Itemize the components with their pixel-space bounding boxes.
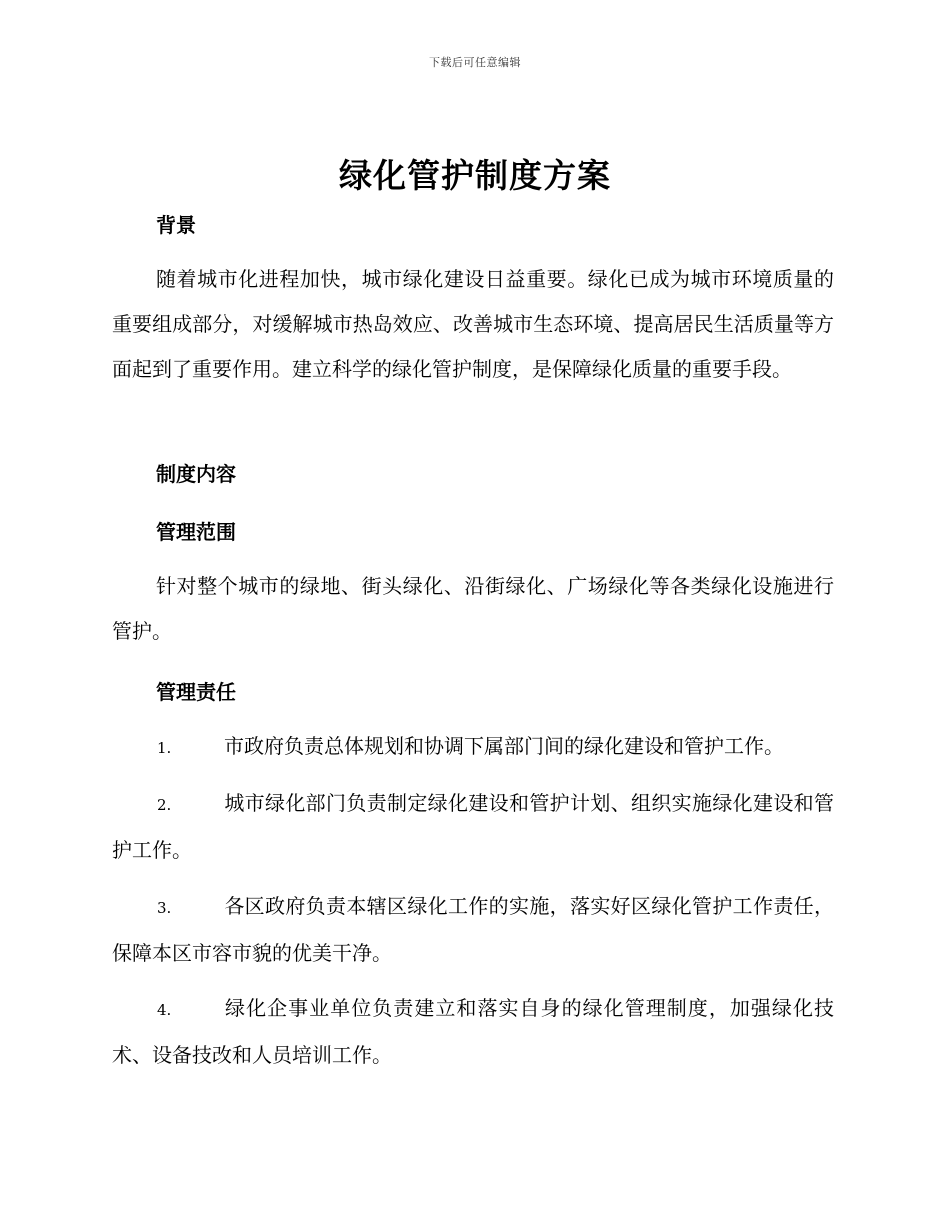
list-number: 1. [157, 739, 172, 757]
list-item [112, 986, 834, 1078]
list-item [112, 724, 834, 771]
list-number: 3. [157, 899, 172, 917]
list-text: 市政府负责总体规划和协调下属部门间的绿化建设和管护工作。 [224, 734, 784, 758]
list-item [112, 884, 834, 976]
document-title: 绿化管护制度方案 [339, 156, 611, 195]
heading-content: 制度内容 [156, 462, 236, 486]
heading-scope: 管理范围 [156, 520, 236, 544]
paragraph-scope: 针对整个城市的绿地、街头绿化、沿街绿化、广场绿化等各类绿化设施进行管护。 [112, 574, 834, 643]
list-number: 4. [157, 1001, 172, 1019]
list-text: 绿化企事业单位负责建立和落实自身的绿化管理制度，加强绿化技术、设备技改和人员培训工作。 [112, 996, 834, 1067]
list-text: 各区政府负责本辖区绿化工作的实施，落实好区绿化管护工作责任，保障本区市容市貌的优美干净。 [112, 894, 834, 965]
header-note: 下载后可任意编辑 [429, 56, 521, 69]
list-item [112, 781, 834, 873]
list-text: 城市绿化部门负责制定绿化建设和管护计划、组织实施绿化建设和管护工作。 [112, 791, 834, 862]
list-number: 2. [157, 796, 172, 814]
paragraph-background: 随着城市化进程加快，城市绿化建设日益重要。绿化已成为城市环境质量的重要组成部分，对缓解城市热岛效应、改善城市生态环境、提高居民生活质量等方面起到了重要作用。建立科学的绿化管护制度，是保障绿化质量的重要手段。 [112, 267, 834, 381]
heading-responsibility: 管理责任 [156, 680, 236, 704]
heading-background: 背景 [156, 213, 196, 237]
